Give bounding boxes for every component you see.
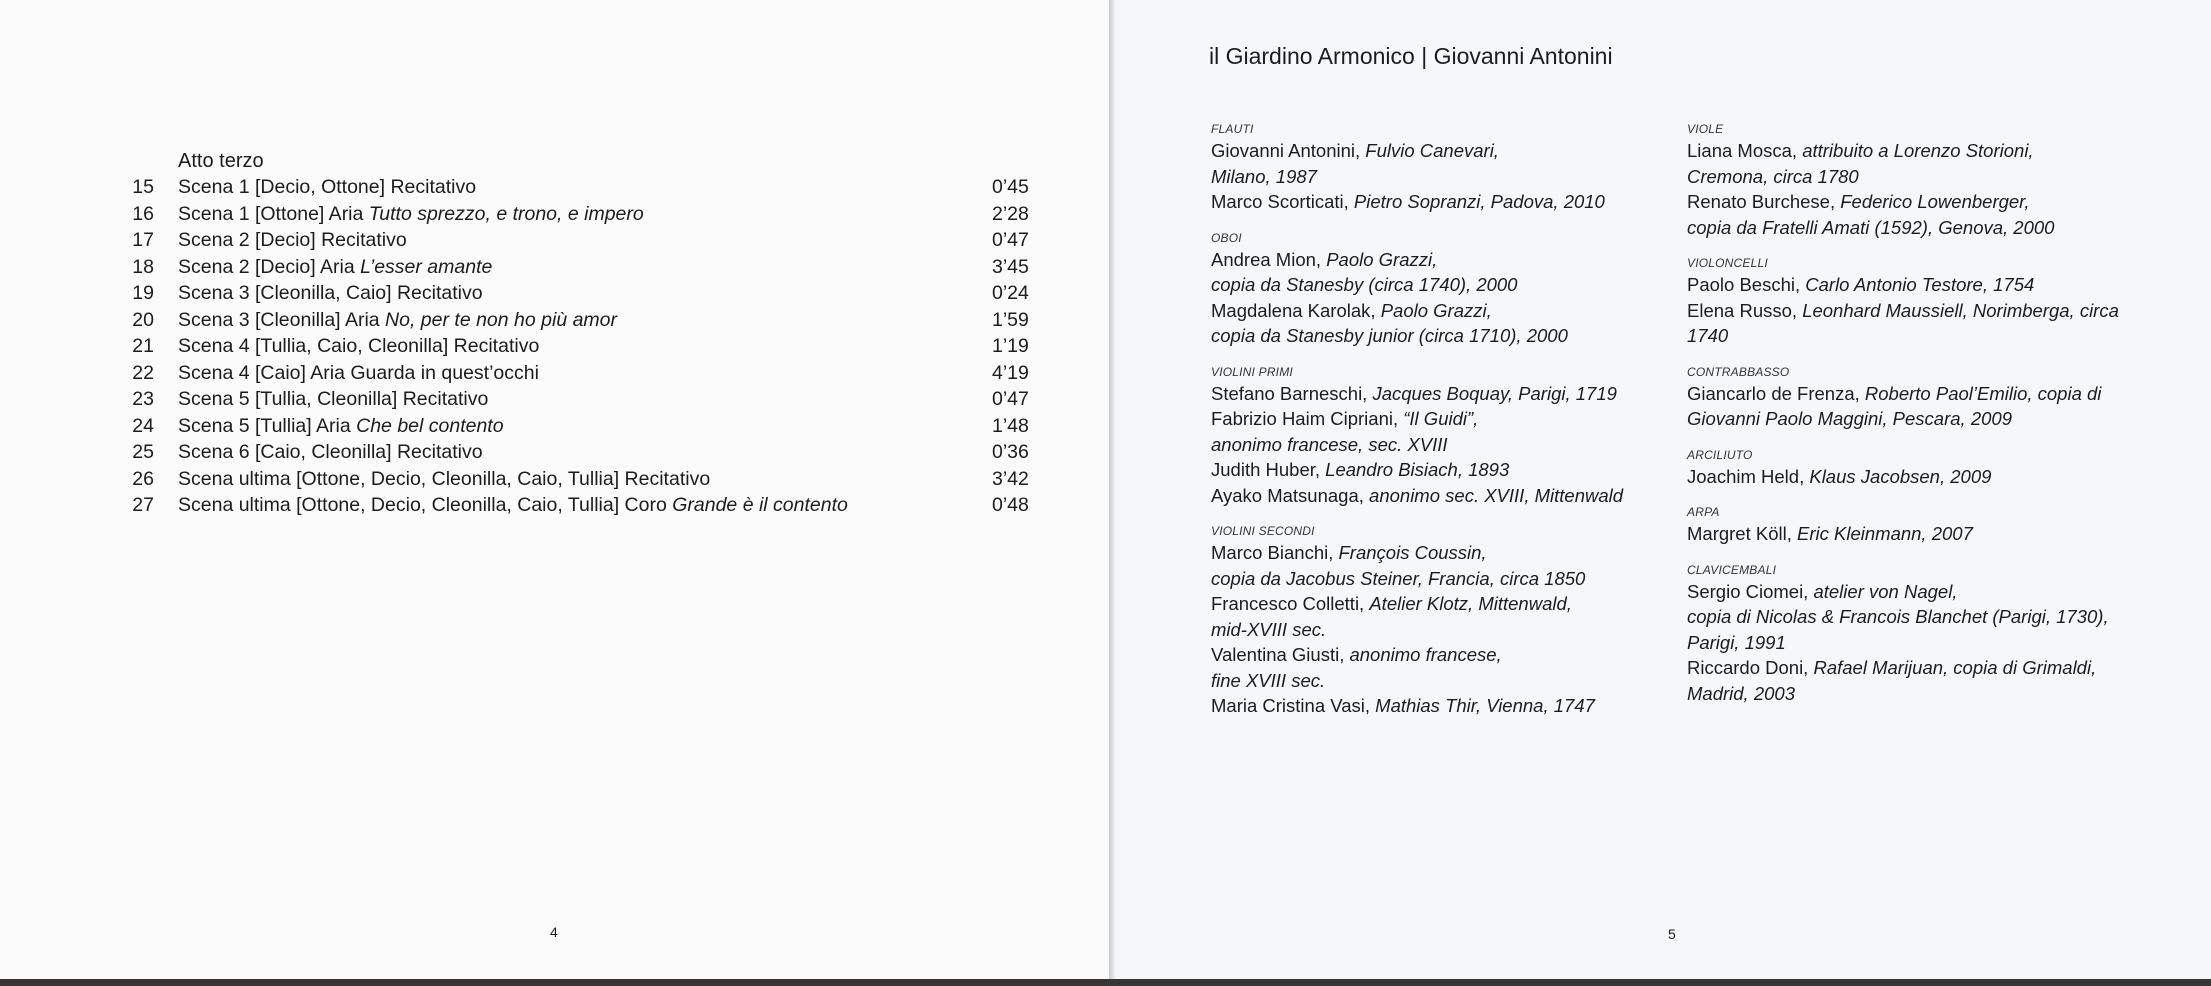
- track-number: 18: [132, 255, 154, 278]
- roster-column-left: [1211, 120, 1671, 733]
- instrument-maker: François Coussin,: [1338, 542, 1487, 563]
- instrument-maker: Leonhard Maussiell, Norimberga, circa: [1802, 299, 2119, 321]
- musician-entry: [1211, 642, 1671, 693]
- musician-entry: [1211, 247, 1671, 298]
- section-label: VIOLINI PRIMI: [1211, 364, 1293, 379]
- track-aria-title: No, per te non ho più amor: [385, 308, 618, 331]
- track-scene: Scena ultima [Ottone, Decio, Cleonilla, Caio, Tullia] Coro: [178, 494, 673, 516]
- instrument-details: Milano, 1987: [1211, 165, 1317, 187]
- musician-name: Valentina Giusti,: [1211, 644, 1350, 665]
- section-label: CLAVICEMBALI: [1687, 562, 1777, 577]
- instrument-maker: Leandro Bisiach, 1893: [1325, 459, 1510, 480]
- instrument-details: Giovanni Paolo Maggini, Pescara, 2009: [1687, 408, 2012, 429]
- musician-name: Francesco Colletti,: [1211, 593, 1370, 614]
- track-duration: 0’45: [992, 176, 1029, 198]
- track-row: [120, 386, 1040, 413]
- track-row: [120, 413, 1040, 440]
- section-label: ARCILIUTO: [1687, 447, 1753, 462]
- page-bottom-edge: [0, 979, 2211, 986]
- instrument-maker: Paolo Grazzi,: [1380, 299, 1492, 321]
- musician-name: Maria Cristina Vasi,: [1211, 695, 1376, 716]
- act-title: Atto terzo: [178, 150, 264, 172]
- instrument-maker: Mathias Thir, Vienna, 1747: [1375, 695, 1595, 716]
- musician-name: Giovanni Antonini,: [1211, 140, 1366, 161]
- musician-name: Sergio Ciomei,: [1687, 580, 1814, 602]
- track-description: [178, 227, 407, 254]
- track-description: [178, 174, 476, 201]
- instrument-maker: anonimo sec. XVIII, Mittenwald: [1369, 484, 1624, 506]
- track-number: 21: [132, 335, 154, 357]
- musician-name: Magdalena Karolak,: [1211, 299, 1381, 321]
- section-label: ARPA: [1687, 505, 1720, 519]
- musician-name: Ayako Matsunaga,: [1211, 484, 1370, 506]
- musician-entry: [1211, 138, 1671, 189]
- track-number: 17: [132, 229, 154, 251]
- track-row: [120, 492, 1040, 519]
- instrument-details: Cremona, circa 1780: [1687, 165, 1859, 187]
- instrument-details: mid-XVIII sec.: [1211, 618, 1327, 640]
- roster-section: [1687, 120, 2127, 240]
- instrument-maker: Roberto Paol’Emilio, copia di: [1864, 382, 2102, 404]
- musician-name: Paolo Beschi,: [1687, 274, 1806, 295]
- track-row: [120, 254, 1040, 281]
- musician-entry: [1687, 272, 2127, 298]
- track-row: [120, 333, 1040, 360]
- musician-name: Elena Russo,: [1687, 299, 1803, 321]
- instrument-details: copia da Stanesby (circa 1740), 2000: [1211, 274, 1518, 295]
- track-row: [120, 280, 1040, 307]
- instrument-details: 1740: [1687, 325, 1729, 346]
- musician-name: Stefano Barneschi,: [1211, 382, 1373, 404]
- instrument-maker: Atelier Klotz, Mittenwald,: [1369, 593, 1572, 614]
- musician-entry: [1687, 189, 2127, 240]
- track-duration: 2’28: [992, 202, 1029, 225]
- track-scene: Scena 6 [Caio, Cleonilla] Recitativo: [178, 441, 483, 463]
- musician-name: Marco Bianchi,: [1211, 542, 1339, 563]
- page-number-right: 5: [1668, 926, 1676, 942]
- musician-entry: [1687, 521, 2127, 547]
- section-label: VIOLONCELLI: [1687, 256, 1768, 270]
- track-duration: 3’45: [992, 255, 1029, 278]
- instrument-maker: attribuito a Lorenzo Storioni,: [1802, 140, 2034, 161]
- roster-section: [1211, 522, 1671, 719]
- track-duration: 1’59: [992, 308, 1029, 331]
- track-number: 20: [132, 308, 154, 331]
- track-duration: 0’24: [992, 282, 1029, 304]
- track-number: 15: [132, 176, 154, 198]
- musician-entry: [1211, 483, 1671, 509]
- track-aria-title: Tutto sprezzo, e trono, e impero: [368, 202, 644, 225]
- section-label: FLAUTI: [1211, 122, 1254, 136]
- instrument-details: Madrid, 2003: [1687, 682, 1795, 704]
- instrument-maker: Rafael Marijuan, copia di Grimaldi,: [1813, 657, 2097, 678]
- track-scene: Scena 3 [Cleonilla, Caio] Recitativo: [178, 282, 483, 304]
- track-aria-title: Che bel contento: [356, 414, 504, 437]
- instrument-maker: Fulvio Canevari,: [1365, 140, 1499, 161]
- musician-name: Marco Scorticati,: [1211, 191, 1354, 212]
- roster-section: [1687, 254, 2127, 349]
- track-duration: 1’48: [992, 414, 1029, 437]
- track-scene: Scena 4 [Caio] Aria Guarda in quest’occhi: [178, 361, 539, 384]
- track-scene: Scena 4 [Tullia, Caio, Cleonilla] Recitativo: [178, 335, 540, 357]
- instrument-details: copia da Fratelli Amati (1592), Genova, 2000: [1687, 216, 2055, 238]
- track-number: 24: [132, 414, 154, 437]
- track-row: [120, 466, 1040, 493]
- section-label: OBOI: [1211, 230, 1242, 245]
- track-duration: 0’36: [992, 441, 1029, 463]
- musician-entry: [1211, 381, 1671, 407]
- track-number: 25: [132, 441, 154, 463]
- roster-section: [1211, 120, 1671, 215]
- musician-entry: [1687, 655, 2127, 706]
- track-scene: Scena 1 [Ottone] Aria: [178, 202, 369, 225]
- track-scene: Scena 2 [Decio] Recitativo: [178, 229, 407, 251]
- musician-entry: [1687, 381, 2127, 432]
- musician-name: Giancarlo de Frenza,: [1687, 382, 1865, 404]
- track-duration: 3’42: [992, 467, 1029, 490]
- track-description: [178, 466, 710, 493]
- musician-name: Fabrizio Haim Cipriani,: [1211, 408, 1404, 429]
- track-aria-title: Grande è il contento: [672, 494, 848, 516]
- section-label: VIOLINI SECONDI: [1211, 524, 1315, 538]
- instrument-maker: Klaus Jacobsen, 2009: [1809, 465, 1992, 487]
- track-scene: Scena 5 [Tullia, Cleonilla] Recitativo: [178, 388, 489, 410]
- roster-section: [1687, 446, 2127, 490]
- musician-name: Liana Mosca,: [1687, 140, 1803, 161]
- section-label: CONTRABBASSO: [1687, 364, 1790, 379]
- roster-section: [1687, 503, 2127, 547]
- track-duration: 1’19: [992, 335, 1029, 357]
- instrument-details: anonimo francese, sec. XVIII: [1211, 433, 1448, 455]
- track-duration: 0’47: [992, 229, 1029, 251]
- roster-section: [1211, 363, 1671, 509]
- track-scene: Scena ultima [Ottone, Decio, Cleonilla, Caio, Tullia] Recitativo: [178, 467, 711, 490]
- musician-entry: [1211, 693, 1671, 719]
- musician-name: Judith Huber,: [1211, 459, 1326, 480]
- track-description: [178, 439, 483, 466]
- instrument-details: copia da Jacobus Steiner, Francia, circa 1850: [1211, 567, 1586, 589]
- instrument-maker: Carlo Antonio Testore, 1754: [1805, 274, 2035, 295]
- track-row: [120, 439, 1040, 466]
- instrument-maker: atelier von Nagel,: [1813, 580, 1958, 602]
- instrument-maker: Federico Lowenberger,: [1840, 191, 2030, 212]
- track-description: [178, 307, 617, 334]
- instrument-maker: Eric Kleinmann, 2007: [1797, 523, 1973, 544]
- track-duration: 0’48: [992, 494, 1029, 516]
- instrument-details: fine XVIII sec.: [1211, 669, 1326, 691]
- track-number: 26: [132, 467, 154, 490]
- musician-entry: [1687, 298, 2127, 349]
- musician-entry: [1687, 579, 2127, 656]
- track-description: [178, 280, 483, 307]
- track-scene: Scena 5 [Tullia] Aria: [178, 414, 357, 437]
- musician-entry: [1687, 464, 2127, 490]
- ensemble-title: il Giardino Armonico | Giovanni Antonini: [1209, 43, 1613, 69]
- track-description: [178, 492, 848, 519]
- instrument-maker: Paolo Grazzi,: [1326, 248, 1438, 270]
- track-row: [120, 174, 1040, 201]
- musician-entry: [1211, 591, 1671, 642]
- track-number: 27: [132, 494, 154, 516]
- track-description: [178, 254, 492, 281]
- musician-entry: [1211, 298, 1671, 349]
- track-description: [178, 333, 539, 360]
- musician-entry: [1687, 138, 2127, 189]
- track-description: [178, 360, 539, 387]
- roster-section: [1687, 363, 2127, 432]
- section-label: VIOLE: [1687, 122, 1724, 136]
- musician-name: Margret Köll,: [1687, 523, 1798, 544]
- track-row: [120, 227, 1040, 254]
- instrument-details: copia di Nicolas & Francois Blanchet (Parigi, 1730), Parigi, 1991: [1687, 606, 2109, 653]
- musician-entry: [1211, 189, 1671, 215]
- track-row: [120, 307, 1040, 334]
- track-description: [178, 201, 644, 228]
- track-description: [178, 413, 504, 440]
- track-description: [178, 386, 488, 413]
- roster-column-right: [1687, 120, 2127, 720]
- musician-name: Andrea Mion,: [1211, 248, 1327, 270]
- track-duration: 0’47: [992, 388, 1029, 410]
- track-row: [120, 201, 1040, 228]
- track-row: [120, 360, 1040, 387]
- page-number-left: 4: [550, 924, 558, 940]
- instrument-details: copia da Stanesby junior (circa 1710), 2000: [1211, 325, 1568, 346]
- instrument-maker: Pietro Sopranzi, Padova, 2010: [1353, 191, 1605, 212]
- track-list: [120, 174, 1040, 519]
- roster-section: [1687, 561, 2127, 707]
- roster-section: [1211, 229, 1671, 349]
- musician-entry: [1211, 406, 1671, 457]
- track-number: 19: [132, 282, 154, 304]
- musician-name: Renato Burchese,: [1687, 191, 1841, 212]
- musician-entry: [1211, 540, 1671, 591]
- track-number: 16: [132, 202, 154, 225]
- instrument-maker: anonimo francese,: [1349, 644, 1502, 665]
- track-aria-title: L’esser amante: [360, 255, 493, 278]
- track-duration: 4’19: [992, 361, 1029, 384]
- track-number: 23: [132, 388, 154, 410]
- instrument-maker: “Il Guidi”,: [1403, 408, 1479, 429]
- musician-name: Riccardo Doni,: [1687, 657, 1814, 678]
- track-scene: Scena 2 [Decio] Aria: [178, 255, 361, 278]
- track-scene: Scena 3 [Cleonilla] Aria: [178, 308, 386, 331]
- track-number: 22: [132, 361, 154, 384]
- musician-entry: [1211, 457, 1671, 483]
- track-scene: Scena 1 [Decio, Ottone] Recitativo: [178, 176, 477, 198]
- instrument-maker: Jacques Boquay, Parigi, 1719: [1372, 382, 1617, 404]
- musician-name: Joachim Held,: [1687, 465, 1810, 487]
